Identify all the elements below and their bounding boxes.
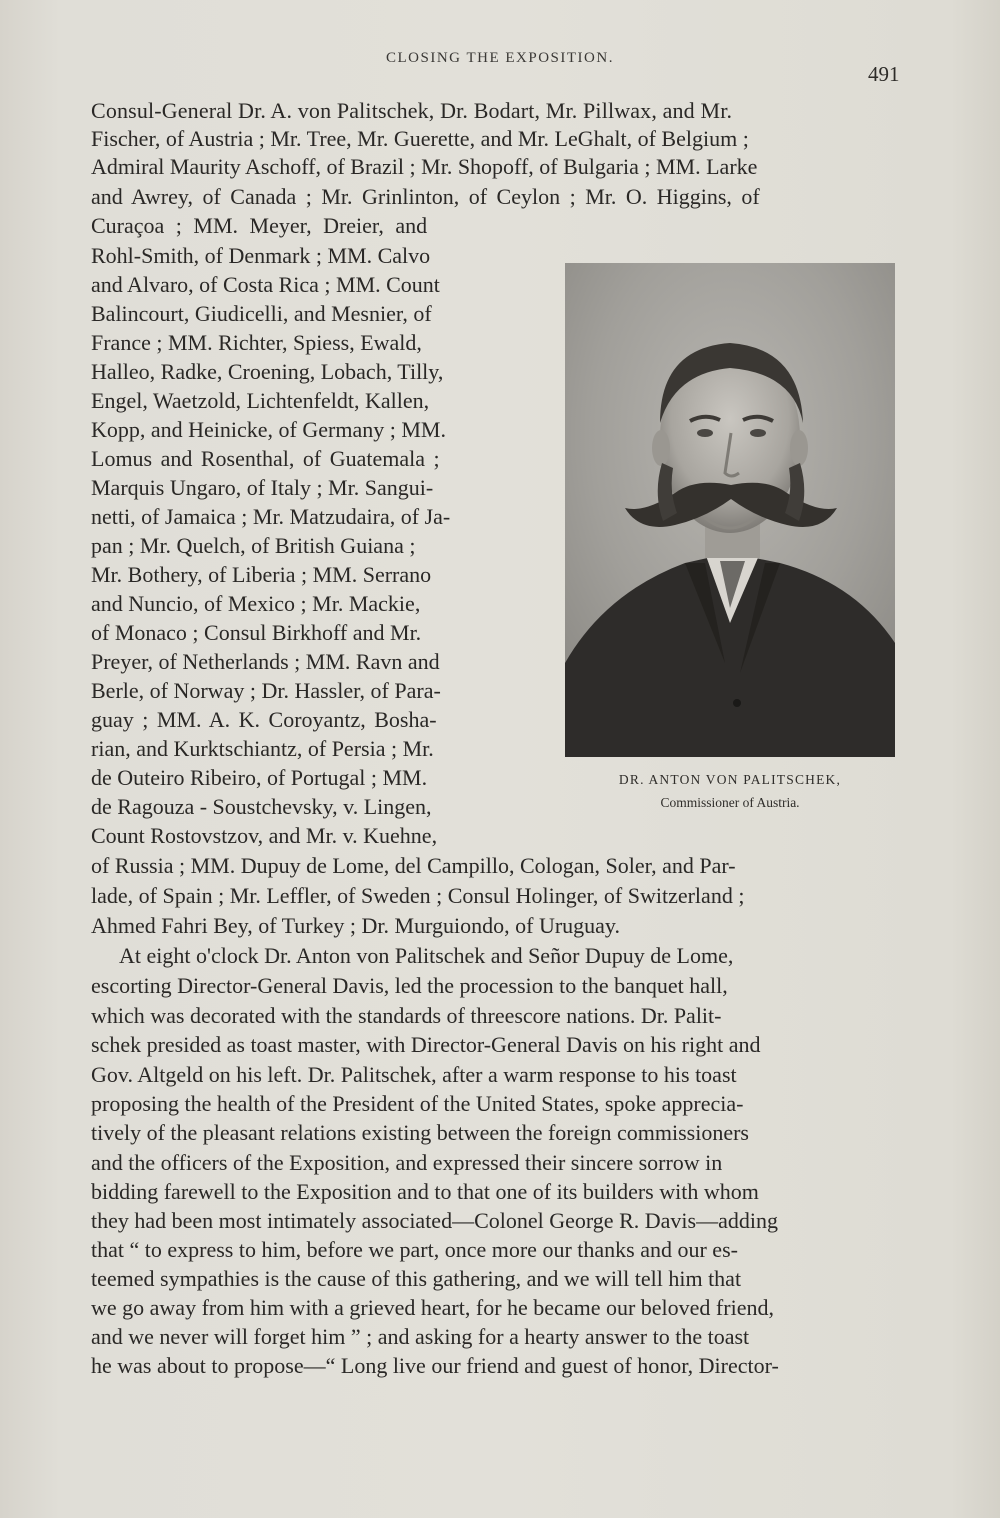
text-line: they had been most intimately associated—Colonel George R. Davis—adding: [91, 1208, 778, 1233]
text-line: and Nuncio, of Mexico ; Mr. Mackie,: [91, 591, 421, 616]
figure-caption-role: Commissioner of Austria.: [660, 795, 800, 810]
portrait-photo: [565, 263, 895, 757]
text-line: Mr. Bothery, of Liberia ; MM. Serrano: [91, 562, 432, 587]
text-line: which was decorated with the standards of threescore nations. Dr. Palit-: [91, 1003, 722, 1028]
text-line: schek presided as toast master, with Director-General Davis on his right and: [91, 1032, 761, 1057]
text-line: Gov. Altgeld on his left. Dr. Palitschek, after a warm response to his toast: [91, 1062, 737, 1087]
text-line: de Ragouza - Soustchevsky, v. Lingen,: [91, 794, 432, 819]
text-line: At eight o'clock Dr. Anton von Palitschek and Señor Dupuy de Lome,: [119, 943, 734, 968]
text-line: pan ; Mr. Quelch, of British Guiana ;: [91, 533, 416, 558]
text-line: Rohl-Smith, of Denmark ; MM. Calvo: [91, 243, 431, 268]
figure-caption-name: DR. ANTON VON PALITSCHEK,: [618, 772, 842, 787]
text-line: de Outeiro Ribeiro, of Portugal ; MM.: [91, 765, 428, 790]
text-line: Preyer, of Netherlands ; MM. Ravn and: [91, 649, 440, 674]
text-line: Curaçoa ; MM. Meyer, Dreier, and: [91, 213, 428, 238]
text-line: Marquis Ungaro, of Italy ; Mr. Sangui-: [91, 475, 434, 500]
text-line: bidding farewell to the Exposition and to that one of its builders with whom: [91, 1179, 759, 1204]
text-line: guay ; MM. A. K. Coroyantz, Bosha-: [91, 707, 437, 732]
text-line: Lomus and Rosenthal, of Guatemala ;: [91, 446, 440, 471]
text-line: Kopp, and Heinicke, of Germany ; MM.: [91, 417, 446, 442]
text-line: Admiral Maurity Aschoff, of Brazil ; Mr. Shopoff, of Bulgaria ; MM. Larke: [91, 154, 758, 179]
text-line: of Monaco ; Consul Birkhoff and Mr.: [91, 620, 422, 645]
text-line: lade, of Spain ; Mr. Leffler, of Sweden ; Consul Holinger, of Switzerland ;: [91, 883, 745, 908]
text-line: Fischer, of Austria ; Mr. Tree, Mr. Guerette, and Mr. LeGhalt, of Belgium ;: [91, 126, 749, 151]
page-number: 491: [868, 62, 900, 86]
text-line: teemed sympathies is the cause of this gathering, and we will tell him that: [91, 1266, 742, 1291]
text-line: and Awrey, of Canada ; Mr. Grinlinton, of Ceylon ; Mr. O. Higgins, of: [91, 184, 760, 209]
text-line: and the officers of the Exposition, and expressed their sincere sorrow in: [91, 1150, 723, 1175]
text-line: he was about to propose—“ Long live our friend and guest of honor, Director-: [91, 1353, 779, 1378]
text-line: Ahmed Fahri Bey, of Turkey ; Dr. Murguiondo, of Uruguay.: [91, 913, 620, 938]
text-line: Consul-General Dr. A. von Palitschek, Dr. Bodart, Mr. Pillwax, and Mr.: [91, 98, 733, 123]
text-line: of Russia ; MM. Dupuy de Lome, del Campillo, Cologan, Soler, and Par-: [91, 853, 736, 878]
text-line: and we never will forget him ” ; and asking for a hearty answer to the toast: [91, 1324, 750, 1349]
running-head: CLOSING THE EXPOSITION.: [386, 50, 614, 66]
text-line: France ; MM. Richter, Spiess, Ewald,: [91, 330, 422, 355]
text-line: netti, of Jamaica ; Mr. Matzudaira, of Ja-: [91, 504, 451, 529]
text-line: Berle, of Norway ; Dr. Hassler, of Para-: [91, 678, 441, 703]
text-line: Count Rostovstzov, and Mr. v. Kuehne,: [91, 823, 438, 848]
text-line: Balincourt, Giudicelli, and Mesnier, of: [91, 301, 432, 326]
text-line: proposing the health of the President of the United States, spoke apprecia-: [91, 1091, 744, 1116]
text-line: Engel, Waetzold, Lichtenfeldt, Kallen,: [91, 388, 430, 413]
text-line: rian, and Kurktschiantz, of Persia ; Mr.: [91, 736, 434, 761]
text-line: and Alvaro, of Costa Rica ; MM. Count: [91, 272, 440, 297]
text-line: Halleo, Radke, Croening, Lobach, Tilly,: [91, 359, 444, 384]
text-line: we go away from him with a grieved heart, for he became our beloved friend,: [91, 1295, 774, 1320]
text-line: tively of the pleasant relations existing between the foreign commissioners: [91, 1120, 749, 1145]
text-line: that “ to express to him, before we part, once more our thanks and our es-: [91, 1237, 738, 1262]
text-line: escorting Director-General Davis, led the procession to the banquet hall,: [91, 973, 728, 998]
